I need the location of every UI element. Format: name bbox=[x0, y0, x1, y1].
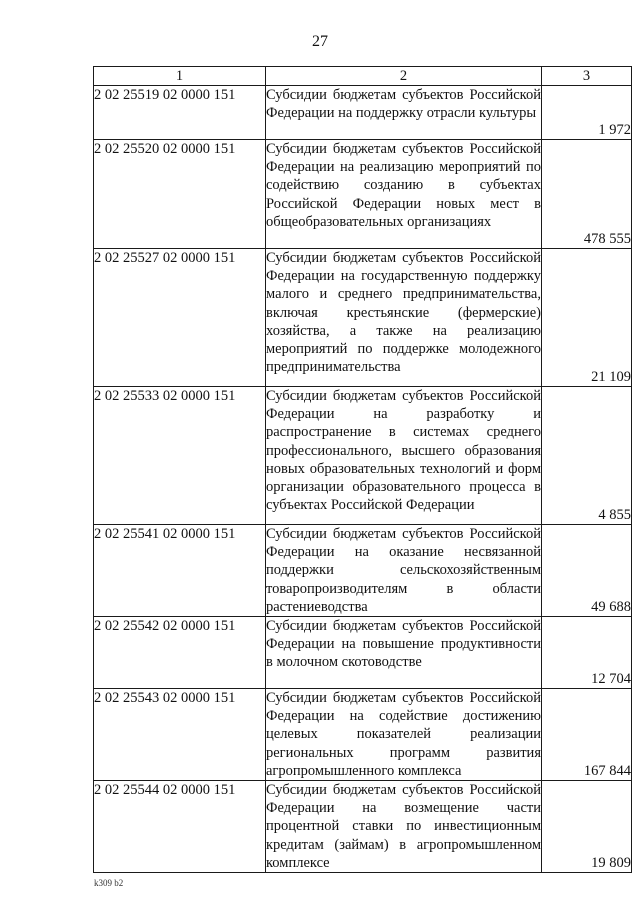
header-col-3: 3 bbox=[542, 67, 632, 86]
amount: 1 972 bbox=[542, 86, 632, 140]
table-row bbox=[94, 249, 632, 387]
subsidy-description: Субсидии бюджетам субъектов Российской Федерации на поддержку отрасли культуры bbox=[266, 86, 542, 140]
table-row bbox=[94, 781, 632, 873]
amount: 12 704 bbox=[542, 617, 632, 689]
budget-code: 2 02 25544 02 0000 151 bbox=[94, 781, 266, 873]
amount: 49 688 bbox=[542, 525, 632, 617]
header-col-2: 2 bbox=[266, 67, 542, 86]
amount: 21 109 bbox=[542, 249, 632, 387]
table-row bbox=[94, 140, 632, 249]
subsidy-description: Субсидии бюджетам субъектов Российской Федерации на разработку и распространение в системах среднего профессионального, высшего образования новых образовательных технологий и форм организации образовательного процесса в субъектах Российской Федерации bbox=[266, 387, 542, 525]
budget-code: 2 02 25541 02 0000 151 bbox=[94, 525, 266, 617]
budget-table bbox=[93, 66, 632, 873]
table-body bbox=[94, 86, 632, 873]
amount: 478 555 bbox=[542, 140, 632, 249]
subsidy-description: Субсидии бюджетам субъектов Российской Федерации на оказание несвязанной поддержки сельскохозяйственным товаропроизводителям в области растениеводства bbox=[266, 526, 541, 615]
header-col-1: 1 bbox=[94, 67, 266, 86]
budget-code: 2 02 25542 02 0000 151 bbox=[94, 617, 266, 689]
budget-code: 2 02 25519 02 0000 151 bbox=[94, 86, 266, 140]
subsidy-description: Субсидии бюджетам субъектов Российской Федерации на государственную поддержку малого и среднего предпринимательства, включая крестьянские (фермерские) хозяйства, а также на реализацию мероприятий по поддержке молодежного предпринимательства bbox=[266, 249, 542, 387]
amount: 4 855 bbox=[542, 387, 632, 525]
budget-code: 2 02 25520 02 0000 151 bbox=[94, 140, 266, 249]
budget-code: 2 02 25533 02 0000 151 bbox=[94, 387, 266, 525]
table-row bbox=[94, 617, 632, 689]
amount: 19 809 bbox=[542, 781, 632, 873]
page-number: 27 bbox=[312, 33, 328, 50]
table-row bbox=[94, 525, 632, 617]
amount: 167 844 bbox=[542, 689, 632, 781]
document-footer-code: k309 b2 bbox=[94, 878, 124, 888]
subsidy-description: Субсидии бюджетам субъектов Российской Федерации на возмещение части процентной ставки по инвестиционным кредитам (займам) в агропромышленном комплексе bbox=[266, 782, 541, 871]
budget-code: 2 02 25543 02 0000 151 bbox=[94, 689, 266, 781]
header-row bbox=[94, 67, 632, 86]
subsidy-description: Субсидии бюджетам субъектов Российской Федерации на содействие достижению целевых показателей реализации региональных программ развития агропромышленного комплекса bbox=[266, 690, 541, 779]
table-row bbox=[94, 86, 632, 140]
subsidy-description: Субсидии бюджетам субъектов Российской Федерации на реализацию мероприятий по содействию созданию в субъектах Российской Федерации новых мест в общеобразовательных организациях bbox=[266, 140, 542, 249]
table-row bbox=[94, 387, 632, 525]
subsidy-description: Субсидии бюджетам субъектов Российской Федерации на повышение продуктивности в молочном скотоводстве bbox=[266, 617, 542, 689]
table-header bbox=[94, 67, 632, 86]
budget-code: 2 02 25527 02 0000 151 bbox=[94, 249, 266, 387]
table-row bbox=[94, 689, 632, 781]
